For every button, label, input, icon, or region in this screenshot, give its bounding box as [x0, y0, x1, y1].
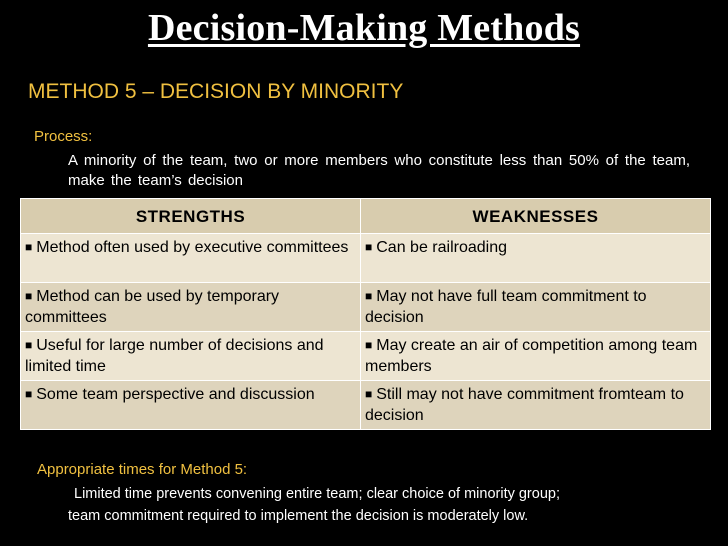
weakness-cell: [361, 283, 711, 332]
weakness-text: May create an air of competition among team members: [365, 337, 698, 375]
page-title: Decision-Making Methods: [147, 7, 581, 49]
weakness-text: Can be railroading: [376, 239, 507, 256]
weaknesses-header: WEAKNESSES: [361, 199, 711, 234]
method-subtitle: METHOD 5 – DECISION BY MINORITY: [28, 80, 404, 103]
strength-cell: [21, 332, 361, 381]
strength-text: Method often used by executive committees: [36, 239, 349, 256]
strength-text: Useful for large number of decisions and limited time: [25, 337, 324, 375]
square-bullet-icon: ■: [25, 387, 33, 401]
strength-cell: [21, 283, 361, 332]
square-bullet-icon: ■: [365, 387, 373, 401]
appropriate-times-line-2: team commitment required to implement the decision is moderately low.: [68, 508, 529, 524]
weakness-cell: [361, 234, 711, 283]
weakness-cell: [361, 332, 711, 381]
weakness-text: May not have full team commitment to decision: [365, 288, 647, 326]
weakness-cell: [361, 381, 711, 430]
strength-text: Some team perspective and discussion: [36, 386, 315, 403]
strength-text: Method can be used by temporary committees: [25, 288, 280, 326]
table-header-row: [21, 199, 711, 234]
weakness-text: Still may not have commitment fromteam to decision: [365, 386, 684, 424]
strengths-weaknesses-table: [20, 198, 711, 430]
table-row: [21, 332, 711, 381]
square-bullet-icon: ■: [25, 338, 33, 352]
square-bullet-icon: ■: [365, 240, 373, 254]
square-bullet-icon: ■: [25, 240, 33, 254]
process-label: Process:: [34, 128, 93, 145]
square-bullet-icon: ■: [365, 338, 373, 352]
strengths-header: STRENGTHS: [21, 199, 361, 234]
square-bullet-icon: ■: [25, 289, 33, 303]
process-description: A minority of the team, two or more members who constitute less than 50% of the team, make the team’s decision: [68, 152, 690, 189]
strength-cell: [21, 381, 361, 430]
strength-cell: [21, 234, 361, 283]
square-bullet-icon: ■: [365, 289, 373, 303]
table-row: [21, 283, 711, 332]
table-row: [21, 234, 711, 283]
appropriate-times-line-1: Limited time prevents convening entire team; clear choice of minority group;: [74, 486, 560, 502]
appropriate-times-label: Appropriate times for Method 5:: [37, 461, 248, 478]
appropriate-times-text: [68, 483, 688, 527]
table-row: [21, 381, 711, 430]
